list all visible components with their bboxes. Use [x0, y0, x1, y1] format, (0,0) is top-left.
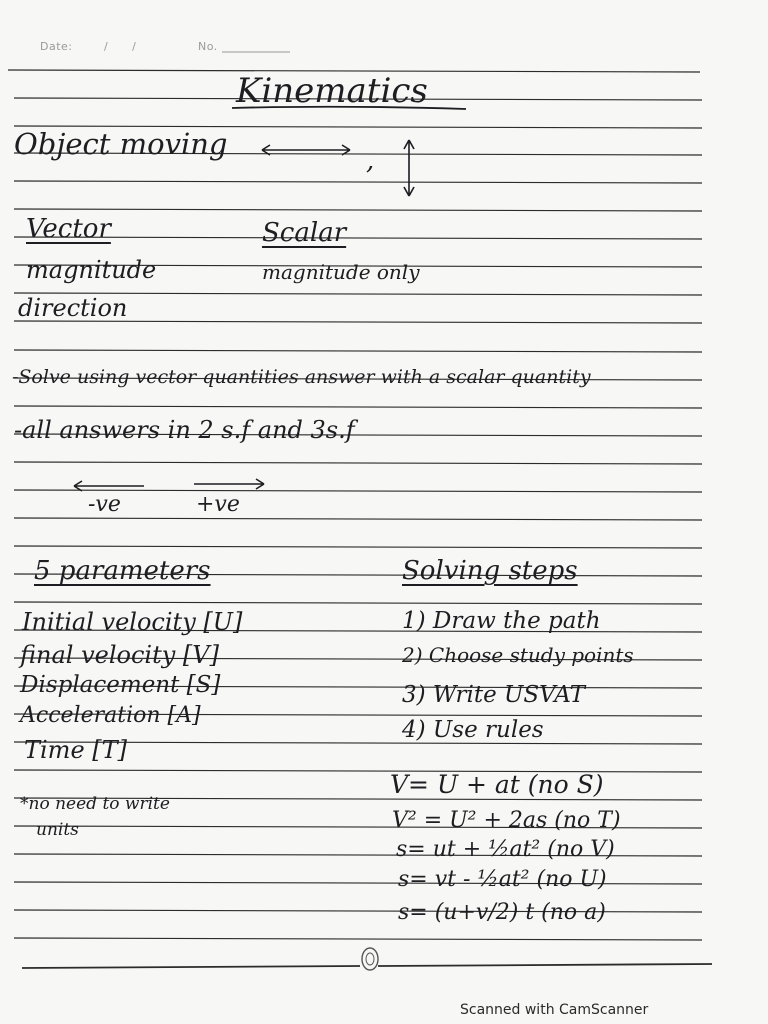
- note-line: -Solve using vector quantities answer with a scalar quantity: [12, 366, 591, 388]
- scalar-heading: Scalar: [262, 218, 347, 248]
- page-title: Kinematics: [236, 71, 428, 111]
- vector-property: direction: [18, 294, 128, 322]
- vector-heading: Vector: [26, 214, 111, 244]
- vertical-arrow-icon: [396, 136, 422, 202]
- title-underline: [230, 104, 470, 112]
- step-item: 3) Write USVAT: [402, 682, 585, 708]
- intro-text: Object moving: [14, 127, 228, 161]
- negative-direction-label: -ve: [88, 492, 121, 517]
- positive-direction-label: +ve: [196, 492, 240, 517]
- page-watermark-icon: [358, 944, 382, 974]
- number-field-line: [222, 50, 292, 54]
- date-label: Date:: [40, 40, 73, 53]
- steps-heading: Solving steps: [402, 556, 578, 586]
- parameters-note: units: [36, 820, 79, 840]
- equation-line: s= (u+v/2) t (no a): [398, 900, 606, 925]
- equation-line: V² = U² + 2as (no T): [392, 808, 621, 833]
- parameters-note: *no need to write: [20, 794, 170, 814]
- parameter-item: Time [T]: [24, 736, 128, 764]
- equation-line: V= U + at (no S): [390, 770, 604, 799]
- scanner-footer: Scanned with CamScanner: [460, 1002, 649, 1018]
- comma-separator: ,: [366, 146, 375, 176]
- right-arrow-icon: [190, 476, 270, 492]
- number-label: No.: [198, 40, 218, 53]
- scalar-property: magnitude only: [262, 260, 420, 284]
- parameter-item: Acceleration [A]: [20, 703, 201, 728]
- horizontal-arrow-icon: [256, 138, 356, 162]
- parameters-heading: 5 parameters: [34, 556, 211, 586]
- step-item: 2) Choose study points: [402, 643, 634, 667]
- step-item: 4) Use rules: [402, 717, 544, 743]
- parameter-item: Initial velocity [U]: [22, 608, 243, 636]
- note-line: -all answers in 2 s.f and 3s.f: [14, 416, 355, 444]
- equation-line: s= ut + ½at² (no V): [396, 837, 615, 862]
- parameter-item: final velocity [V]: [20, 641, 219, 669]
- parameter-item: Displacement [S]: [20, 672, 221, 698]
- date-slashes: / /: [104, 40, 137, 53]
- equation-line: s= vt - ½at² (no U): [398, 867, 607, 892]
- step-item: 1) Draw the path: [402, 608, 601, 634]
- vector-property: magnitude: [26, 256, 157, 284]
